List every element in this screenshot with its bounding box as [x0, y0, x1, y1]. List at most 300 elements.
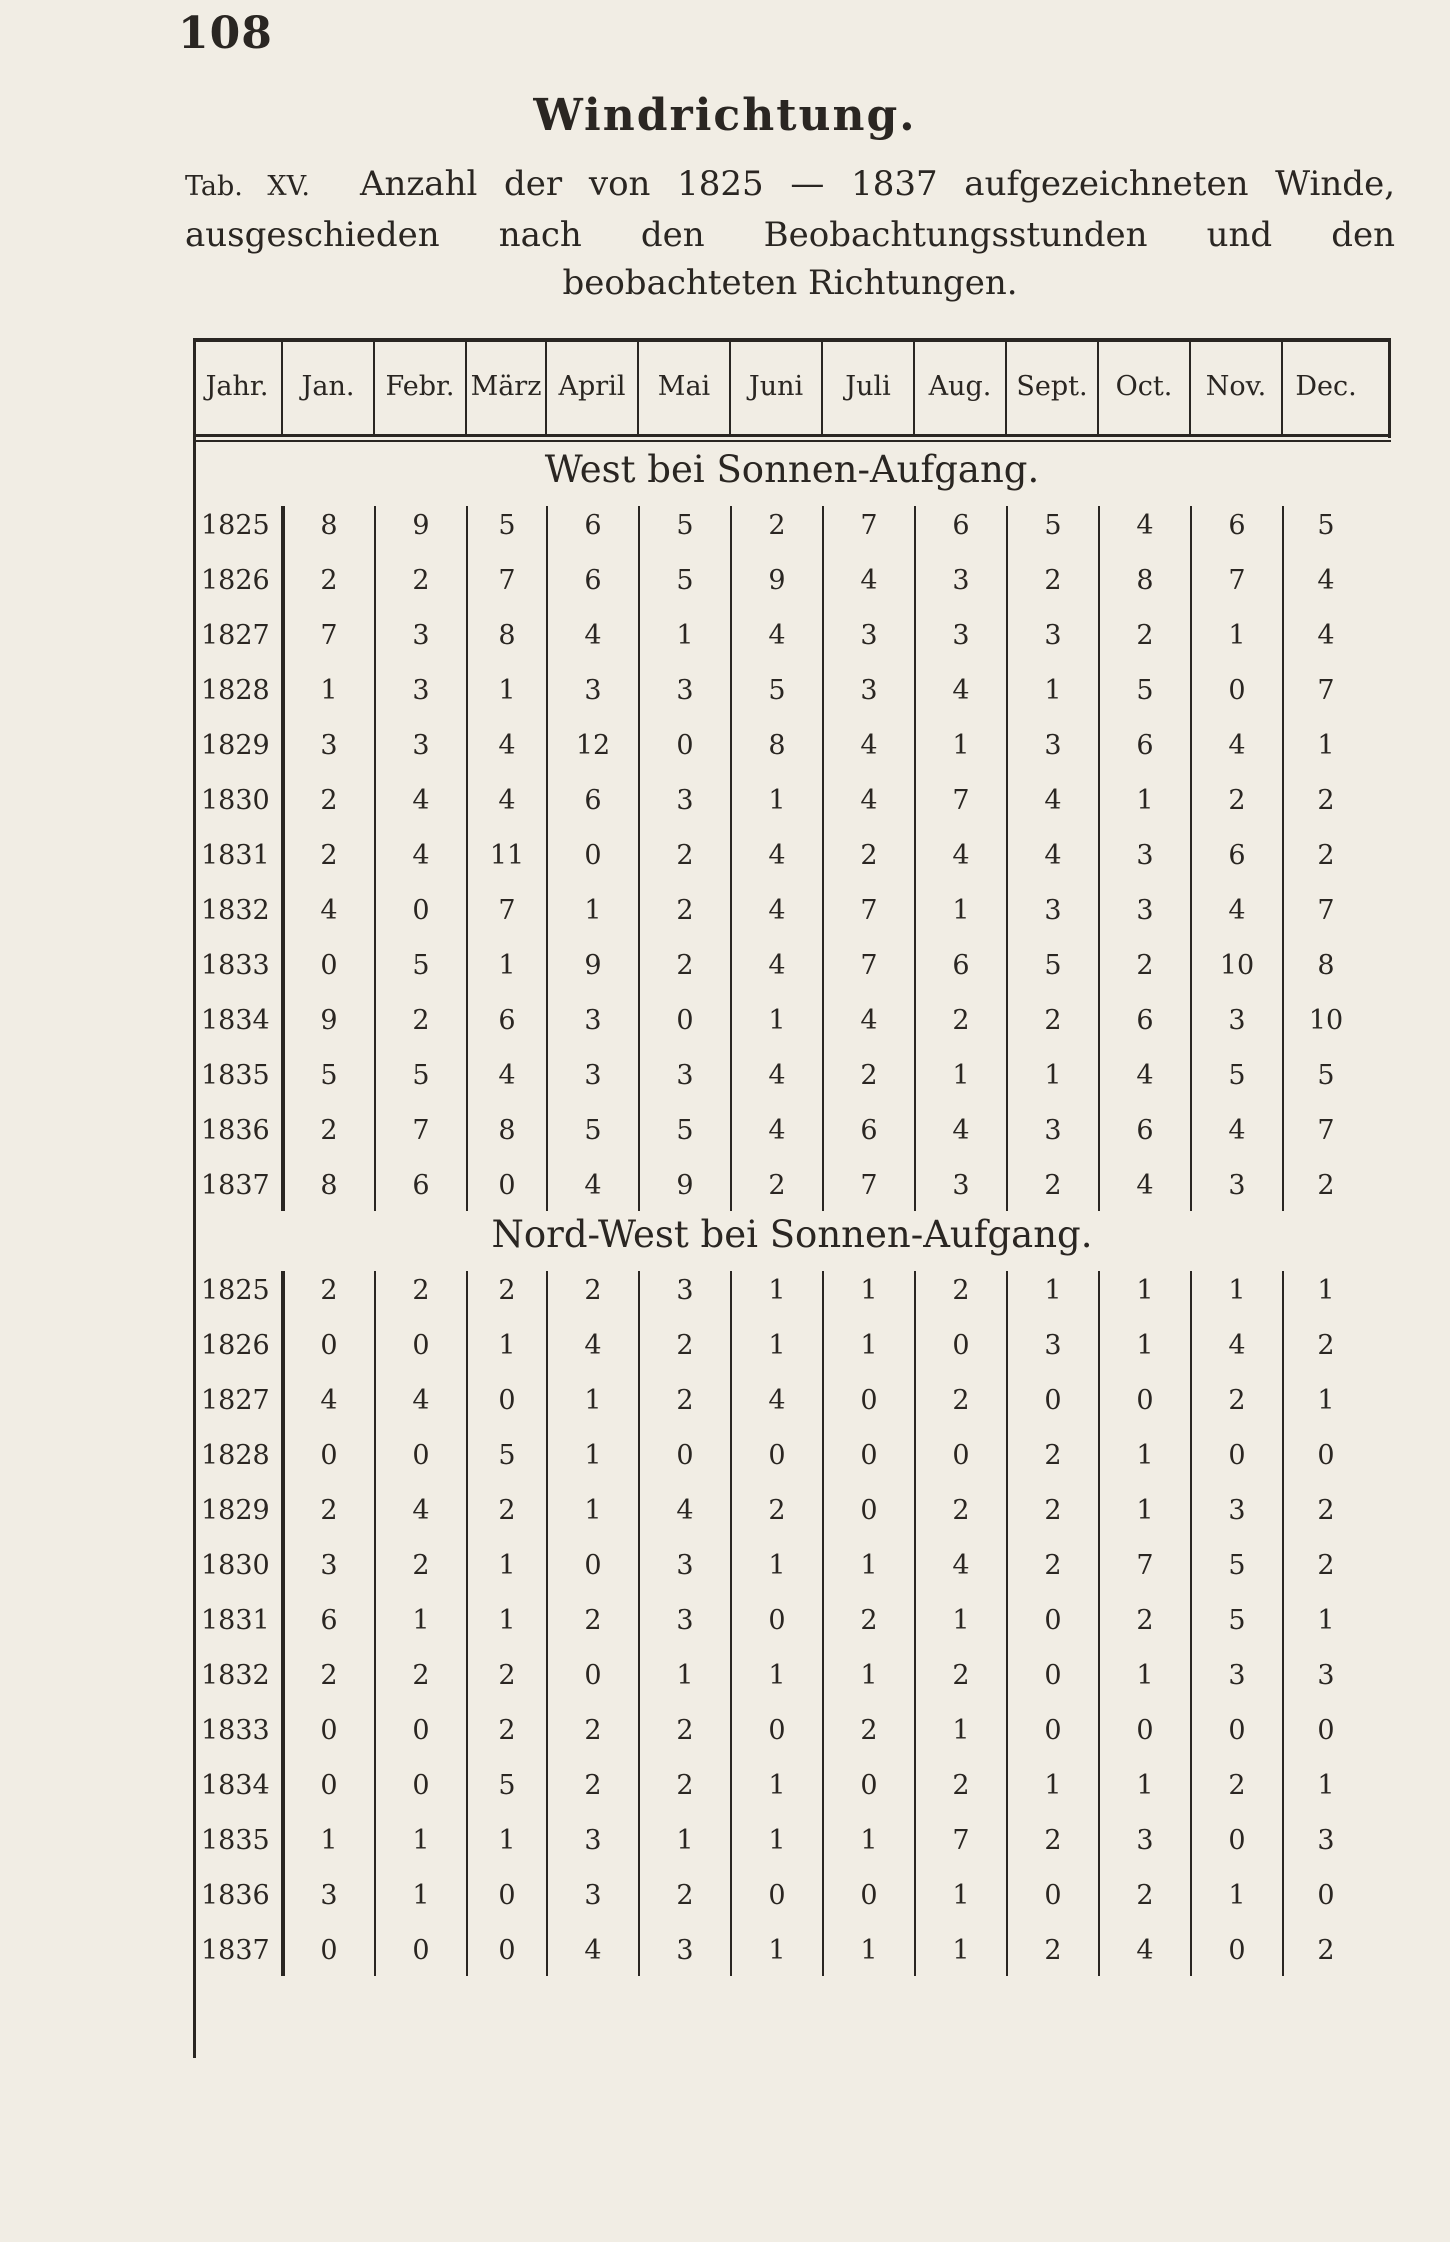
value-cell: 2 — [412, 1005, 430, 1036]
value-cell: 0 — [768, 1605, 786, 1636]
value-cell: 0 — [584, 1660, 602, 1691]
year-cell: 1829 — [201, 1495, 270, 1526]
year-cell: 1836 — [201, 1880, 270, 1911]
caption-text: Anzahl der von 1825 — 1837 aufgezeichneten Winde, ausgeschieden nach den Beobachtungsstunden und den beobachteten Richtungen. — [185, 164, 1395, 303]
value-cell: 1 — [952, 1060, 970, 1091]
value-cell: 3 — [676, 1275, 694, 1306]
value-cell: 8 — [768, 730, 786, 761]
column-header: Mai — [639, 338, 731, 434]
year-cell: 1835 — [201, 1825, 270, 1856]
value-cell: 2 — [676, 1715, 694, 1746]
wind-table — [193, 338, 1391, 2058]
value-cell: 2 — [1317, 1330, 1335, 1361]
value-cell: 2 — [1044, 1825, 1062, 1856]
value-cell: 4 — [860, 565, 878, 596]
table-caption — [185, 160, 1395, 307]
value-cell: 2 — [584, 1715, 602, 1746]
value-cell: 4 — [1317, 620, 1335, 651]
table-row — [193, 1923, 1369, 1978]
value-cell: 9 — [584, 950, 602, 981]
table-row — [193, 1428, 1369, 1483]
value-cell: 5 — [1136, 675, 1154, 706]
year-cell: 1830 — [201, 1550, 270, 1581]
value-cell: 4 — [860, 730, 878, 761]
value-cell: 2 — [412, 565, 430, 596]
value-cell: 1 — [768, 1550, 786, 1581]
value-cell: 0 — [412, 1770, 430, 1801]
value-cell: 3 — [676, 1605, 694, 1636]
value-cell: 2 — [1044, 1935, 1062, 1966]
value-cell: 2 — [1044, 1440, 1062, 1471]
value-cell: 2 — [498, 1275, 516, 1306]
value-cell: 5 — [412, 1060, 430, 1091]
value-cell: 4 — [768, 1060, 786, 1091]
value-cell: 3 — [860, 675, 878, 706]
table-row — [193, 1538, 1369, 1593]
value-cell: 2 — [676, 1770, 694, 1801]
value-cell: 1 — [1136, 1660, 1154, 1691]
value-cell: 2 — [498, 1715, 516, 1746]
value-cell: 1 — [768, 1330, 786, 1361]
table-row — [193, 1483, 1369, 1538]
value-cell: 4 — [1317, 565, 1335, 596]
value-cell: 4 — [498, 1060, 516, 1091]
value-cell: 3 — [584, 1825, 602, 1856]
value-cell: 3 — [952, 565, 970, 596]
value-cell: 2 — [768, 1495, 786, 1526]
column-header: Febr. — [375, 338, 467, 434]
table-row — [193, 883, 1369, 938]
value-cell: 1 — [952, 1605, 970, 1636]
value-cell: 3 — [860, 620, 878, 651]
value-cell: 7 — [320, 620, 338, 651]
value-cell: 4 — [952, 840, 970, 871]
value-cell: 6 — [1136, 1005, 1154, 1036]
value-cell: 7 — [860, 950, 878, 981]
value-cell: 0 — [1317, 1715, 1335, 1746]
value-cell: 4 — [1136, 510, 1154, 541]
value-cell: 2 — [768, 1170, 786, 1201]
value-cell: 3 — [1228, 1660, 1246, 1691]
value-cell: 0 — [860, 1440, 878, 1471]
value-cell: 2 — [1228, 785, 1246, 816]
value-cell: 4 — [412, 840, 430, 871]
table-row — [193, 553, 1369, 608]
value-cell: 0 — [1228, 1440, 1246, 1471]
value-cell: 5 — [320, 1060, 338, 1091]
value-cell: 2 — [1317, 785, 1335, 816]
value-cell: 4 — [320, 1385, 338, 1416]
section-title: Nord-West bei Sonnen-Aufgang. — [491, 1213, 1093, 1256]
value-cell: 2 — [1317, 1170, 1335, 1201]
value-cell: 2 — [860, 1060, 878, 1091]
value-cell: 0 — [498, 1170, 516, 1201]
value-cell: 0 — [320, 1715, 338, 1746]
value-cell: 3 — [584, 1880, 602, 1911]
value-cell: 6 — [952, 950, 970, 981]
value-cell: 1 — [860, 1660, 878, 1691]
value-cell: 0 — [952, 1330, 970, 1361]
value-cell: 4 — [768, 950, 786, 981]
year-cell: 1834 — [201, 1770, 270, 1801]
value-cell: 3 — [676, 785, 694, 816]
table-row — [193, 663, 1369, 718]
value-cell: 2 — [1317, 1935, 1335, 1966]
value-cell: 10 — [1308, 1005, 1344, 1036]
value-cell: 3 — [1044, 895, 1062, 926]
value-cell: 9 — [768, 565, 786, 596]
value-cell: 4 — [952, 675, 970, 706]
value-cell: 9 — [412, 510, 430, 541]
value-cell: 2 — [768, 510, 786, 541]
value-cell: 1 — [768, 785, 786, 816]
value-cell: 8 — [1317, 950, 1335, 981]
value-cell: 6 — [498, 1005, 516, 1036]
value-cell: 1 — [1317, 1770, 1335, 1801]
column-header: Jahr. — [193, 338, 283, 434]
value-cell: 8 — [320, 510, 338, 541]
value-cell: 0 — [1228, 1715, 1246, 1746]
value-cell: 0 — [584, 840, 602, 871]
value-cell: 3 — [1317, 1660, 1335, 1691]
year-cell: 1837 — [201, 1170, 270, 1201]
value-cell: 1 — [584, 1385, 602, 1416]
value-cell: 1 — [768, 1660, 786, 1691]
value-cell: 2 — [1136, 620, 1154, 651]
value-cell: 1 — [584, 895, 602, 926]
value-cell: 1 — [860, 1330, 878, 1361]
value-cell: 5 — [1044, 950, 1062, 981]
value-cell: 2 — [584, 1770, 602, 1801]
value-cell: 0 — [412, 1715, 430, 1746]
value-cell: 2 — [584, 1605, 602, 1636]
value-cell: 4 — [952, 1115, 970, 1146]
value-cell: 1 — [952, 730, 970, 761]
value-cell: 1 — [412, 1605, 430, 1636]
value-cell: 4 — [768, 620, 786, 651]
value-cell: 7 — [952, 1825, 970, 1856]
value-cell: 3 — [952, 620, 970, 651]
table-row — [193, 828, 1369, 883]
value-cell: 4 — [860, 1005, 878, 1036]
value-cell: 3 — [1228, 1005, 1246, 1036]
value-cell: 1 — [952, 895, 970, 926]
value-cell: 1 — [768, 1770, 786, 1801]
value-cell: 1 — [1136, 1330, 1154, 1361]
value-cell: 0 — [320, 950, 338, 981]
value-cell: 2 — [498, 1495, 516, 1526]
value-cell: 4 — [584, 1170, 602, 1201]
value-cell: 2 — [952, 1660, 970, 1691]
value-cell: 5 — [1228, 1060, 1246, 1091]
value-cell: 6 — [584, 785, 602, 816]
value-cell: 0 — [584, 1550, 602, 1581]
value-cell: 1 — [498, 1605, 516, 1636]
value-cell: 3 — [1228, 1495, 1246, 1526]
table-row — [193, 498, 1369, 553]
value-cell: 7 — [1228, 565, 1246, 596]
year-cell: 1833 — [201, 950, 270, 981]
value-cell: 1 — [768, 1935, 786, 1966]
value-cell: 2 — [1044, 1495, 1062, 1526]
table-row — [193, 993, 1369, 1048]
value-cell: 2 — [1044, 565, 1062, 596]
value-cell: 6 — [1228, 840, 1246, 871]
value-cell: 3 — [952, 1170, 970, 1201]
value-cell: 2 — [952, 1495, 970, 1526]
value-cell: 1 — [676, 620, 694, 651]
value-cell: 2 — [320, 565, 338, 596]
value-cell: 2 — [1136, 1880, 1154, 1911]
value-cell: 3 — [584, 1060, 602, 1091]
value-cell: 2 — [320, 785, 338, 816]
value-cell: 5 — [676, 1115, 694, 1146]
value-cell: 1 — [1317, 1605, 1335, 1636]
value-cell: 8 — [1136, 565, 1154, 596]
value-cell: 6 — [584, 565, 602, 596]
value-cell: 2 — [952, 1385, 970, 1416]
value-cell: 10 — [1219, 950, 1255, 981]
column-header: Jan. — [283, 338, 375, 434]
value-cell: 2 — [320, 1275, 338, 1306]
value-cell: 4 — [1044, 785, 1062, 816]
value-cell: 3 — [676, 1550, 694, 1581]
table-header-row — [193, 338, 1369, 434]
value-cell: 2 — [1317, 1550, 1335, 1581]
value-cell: 1 — [1228, 1880, 1246, 1911]
value-cell: 0 — [320, 1770, 338, 1801]
value-cell: 2 — [1228, 1770, 1246, 1801]
value-cell: 9 — [320, 1005, 338, 1036]
year-cell: 1832 — [201, 1660, 270, 1691]
column-header: April — [547, 338, 639, 434]
value-cell: 1 — [952, 1715, 970, 1746]
value-cell: 3 — [676, 1935, 694, 1966]
value-cell: 0 — [952, 1440, 970, 1471]
value-cell: 2 — [952, 1005, 970, 1036]
value-cell: 0 — [498, 1880, 516, 1911]
value-cell: 1 — [1228, 620, 1246, 651]
value-cell: 2 — [320, 840, 338, 871]
value-cell: 3 — [320, 730, 338, 761]
value-cell: 2 — [1044, 1170, 1062, 1201]
value-cell: 3 — [584, 1005, 602, 1036]
value-cell: 0 — [1136, 1385, 1154, 1416]
table-row — [193, 1373, 1369, 1428]
year-cell: 1830 — [201, 785, 270, 816]
value-cell: 2 — [1044, 1005, 1062, 1036]
year-cell: 1825 — [201, 1275, 270, 1306]
value-cell: 4 — [498, 730, 516, 761]
value-cell: 2 — [412, 1550, 430, 1581]
value-cell: 4 — [498, 785, 516, 816]
value-cell: 0 — [768, 1440, 786, 1471]
page-number: 108 — [178, 8, 273, 59]
value-cell: 2 — [1317, 1495, 1335, 1526]
value-cell: 1 — [498, 950, 516, 981]
value-cell: 4 — [1228, 1330, 1246, 1361]
value-cell: 2 — [860, 1605, 878, 1636]
value-cell: 7 — [498, 895, 516, 926]
value-cell: 1 — [584, 1495, 602, 1526]
value-cell: 6 — [1136, 1115, 1154, 1146]
value-cell: 4 — [320, 895, 338, 926]
value-cell: 4 — [1136, 1935, 1154, 1966]
value-cell: 5 — [676, 510, 694, 541]
value-cell: 2 — [1228, 1385, 1246, 1416]
value-cell: 7 — [952, 785, 970, 816]
value-cell: 1 — [320, 1825, 338, 1856]
value-cell: 0 — [1228, 1825, 1246, 1856]
value-cell: 5 — [1228, 1605, 1246, 1636]
value-cell: 1 — [498, 1825, 516, 1856]
value-cell: 5 — [498, 1770, 516, 1801]
value-cell: 3 — [1044, 620, 1062, 651]
value-cell: 1 — [498, 1550, 516, 1581]
table-row — [193, 1158, 1369, 1213]
value-cell: 2 — [860, 1715, 878, 1746]
value-cell: 0 — [860, 1880, 878, 1911]
table-row — [193, 1048, 1369, 1103]
year-cell: 1836 — [201, 1115, 270, 1146]
value-cell: 2 — [952, 1275, 970, 1306]
value-cell: 0 — [768, 1715, 786, 1746]
value-cell: 6 — [952, 510, 970, 541]
value-cell: 7 — [1317, 1115, 1335, 1146]
value-cell: 6 — [860, 1115, 878, 1146]
value-cell: 0 — [1317, 1880, 1335, 1911]
value-cell: 1 — [768, 1005, 786, 1036]
value-cell: 3 — [1044, 1330, 1062, 1361]
value-cell: 12 — [575, 730, 611, 761]
value-cell: 3 — [1136, 840, 1154, 871]
value-cell: 4 — [412, 785, 430, 816]
value-cell: 9 — [676, 1170, 694, 1201]
value-cell: 3 — [412, 620, 430, 651]
year-cell: 1837 — [201, 1935, 270, 1966]
value-cell: 4 — [768, 840, 786, 871]
value-cell: 1 — [1317, 1385, 1335, 1416]
value-cell: 4 — [584, 1935, 602, 1966]
value-cell: 2 — [1044, 1550, 1062, 1581]
column-header: Dec. — [1295, 370, 1357, 402]
value-cell: 3 — [412, 675, 430, 706]
value-cell: 2 — [676, 1880, 694, 1911]
value-cell: 3 — [320, 1880, 338, 1911]
value-cell: 0 — [1317, 1440, 1335, 1471]
value-cell: 3 — [1136, 1825, 1154, 1856]
year-cell: 1831 — [201, 840, 270, 871]
value-cell: 0 — [412, 895, 430, 926]
value-cell: 2 — [1317, 840, 1335, 871]
value-cell: 4 — [768, 1115, 786, 1146]
column-header: Oct. — [1099, 338, 1191, 434]
value-cell: 1 — [1044, 1060, 1062, 1091]
value-cell: 0 — [1228, 675, 1246, 706]
value-cell: 1 — [1317, 730, 1335, 761]
value-cell: 3 — [1228, 1170, 1246, 1201]
value-cell: 1 — [676, 1660, 694, 1691]
value-cell: 0 — [860, 1495, 878, 1526]
value-cell: 2 — [676, 840, 694, 871]
value-cell: 0 — [768, 1880, 786, 1911]
table-row — [193, 1648, 1369, 1703]
value-cell: 8 — [498, 620, 516, 651]
value-cell: 3 — [1044, 730, 1062, 761]
value-cell: 0 — [1044, 1660, 1062, 1691]
value-cell: 4 — [1228, 1115, 1246, 1146]
value-cell: 1 — [1136, 1440, 1154, 1471]
value-cell: 2 — [498, 1660, 516, 1691]
value-cell: 3 — [1044, 1115, 1062, 1146]
value-cell: 4 — [1228, 895, 1246, 926]
section-title: West bei Sonnen-Aufgang. — [544, 448, 1040, 491]
value-cell: 2 — [676, 1385, 694, 1416]
value-cell: 2 — [320, 1495, 338, 1526]
value-cell: 7 — [860, 510, 878, 541]
value-cell: 0 — [860, 1770, 878, 1801]
table-row — [193, 1703, 1369, 1758]
value-cell: 6 — [320, 1605, 338, 1636]
value-cell: 1 — [1136, 1770, 1154, 1801]
column-header: Aug. — [915, 338, 1007, 434]
value-cell: 2 — [676, 895, 694, 926]
value-cell: 1 — [768, 1275, 786, 1306]
table-row — [193, 1868, 1369, 1923]
value-cell: 2 — [676, 1330, 694, 1361]
table-row — [193, 1103, 1369, 1158]
value-cell: 4 — [584, 620, 602, 651]
value-cell: 0 — [412, 1330, 430, 1361]
value-cell: 1 — [498, 675, 516, 706]
value-cell: 4 — [676, 1495, 694, 1526]
value-cell: 7 — [860, 895, 878, 926]
value-cell: 8 — [498, 1115, 516, 1146]
value-cell: 1 — [952, 1880, 970, 1911]
year-cell: 1834 — [201, 1005, 270, 1036]
table-row — [193, 1593, 1369, 1648]
value-cell: 4 — [1136, 1170, 1154, 1201]
value-cell: 4 — [1228, 730, 1246, 761]
year-cell: 1829 — [201, 730, 270, 761]
value-cell: 0 — [1044, 1385, 1062, 1416]
value-cell: 4 — [1136, 1060, 1154, 1091]
value-cell: 1 — [1044, 675, 1062, 706]
value-cell: 1 — [1228, 1275, 1246, 1306]
value-cell: 3 — [676, 675, 694, 706]
year-cell: 1826 — [201, 1330, 270, 1361]
year-cell: 1828 — [201, 1440, 270, 1471]
value-cell: 1 — [860, 1275, 878, 1306]
value-cell: 6 — [412, 1170, 430, 1201]
value-cell: 4 — [412, 1385, 430, 1416]
value-cell: 7 — [1317, 895, 1335, 926]
table-row — [193, 1813, 1369, 1868]
value-cell: 4 — [952, 1550, 970, 1581]
value-cell: 0 — [412, 1935, 430, 1966]
value-cell: 2 — [584, 1275, 602, 1306]
value-cell: 7 — [1136, 1550, 1154, 1581]
value-cell: 4 — [860, 785, 878, 816]
value-cell: 2 — [676, 950, 694, 981]
value-cell: 3 — [1317, 1825, 1335, 1856]
table-row — [193, 608, 1369, 663]
value-cell: 4 — [1044, 840, 1062, 871]
value-cell: 4 — [768, 1385, 786, 1416]
value-cell: 5 — [1044, 510, 1062, 541]
value-cell: 5 — [1228, 1550, 1246, 1581]
year-cell: 1828 — [201, 675, 270, 706]
